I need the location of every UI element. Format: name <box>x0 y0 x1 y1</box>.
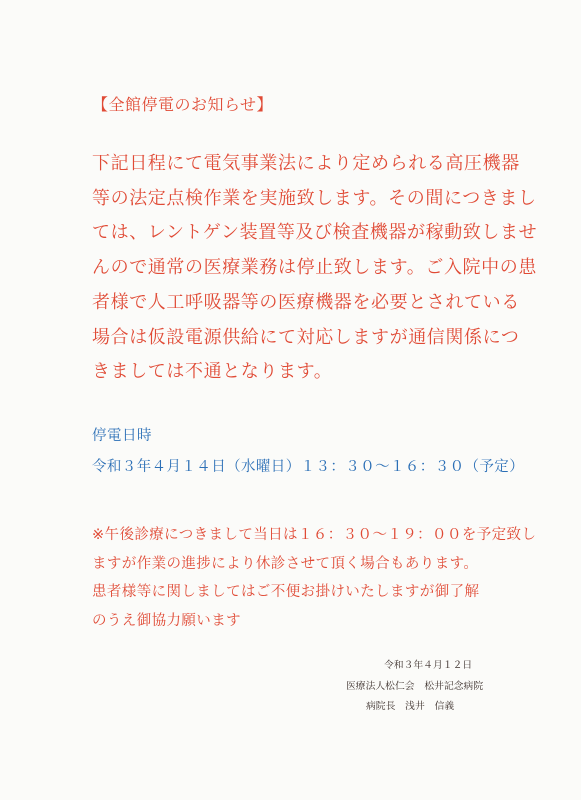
notice-body-line: 等の法定点検作業を実施致します。その間につきまし <box>92 187 537 209</box>
afternoon-notice-line: のうえ御協力願います <box>92 613 241 630</box>
signature-director: 病院長 浅井 信義 <box>366 701 455 712</box>
notice-body-line: 下記日程にて電気事業法により定められる高圧機器 <box>92 153 520 174</box>
afternoon-notice-line: ますが作業の進捗により休診させて頂く場合もあります。 <box>92 555 479 572</box>
notice-body-line: ては、レントゲン装置等及び検査機器が稼動致しませ <box>92 222 538 244</box>
outage-datetime: 令和３年４月１４日（水曜日）１３：３０〜１６：３０（予定） <box>92 459 525 475</box>
afternoon-notice-line: 患者様等に関しましてはご不便お掛けいたしますが御了解 <box>92 584 480 601</box>
signature-block <box>346 656 526 718</box>
afternoon-clinic-notice <box>92 521 537 636</box>
notice-body-line: 者様で人工呼吸器等の医療機器を必要とされている <box>92 291 520 313</box>
notice-body-line: んので通常の医療業務は停止致します。ご入院中の患 <box>92 257 537 279</box>
signature-date: 令和３年４月１２日 <box>384 660 473 671</box>
afternoon-notice-line: ※午後診療につきまして当日は１６：３０〜１９：００を予定致し <box>92 527 537 543</box>
notice-body <box>92 147 538 390</box>
signature-organization: 医療法人松仁会 松井記念病院 <box>346 680 484 692</box>
outage-label: 停電日時 <box>92 428 152 444</box>
notice-title: 【全館停電のお知らせ】 <box>92 95 274 114</box>
notice-body-line: きましては不通となります。 <box>92 361 333 383</box>
notice-body-line: 場合は仮設電源供給にて対応しますが通信関係につ <box>92 326 520 348</box>
